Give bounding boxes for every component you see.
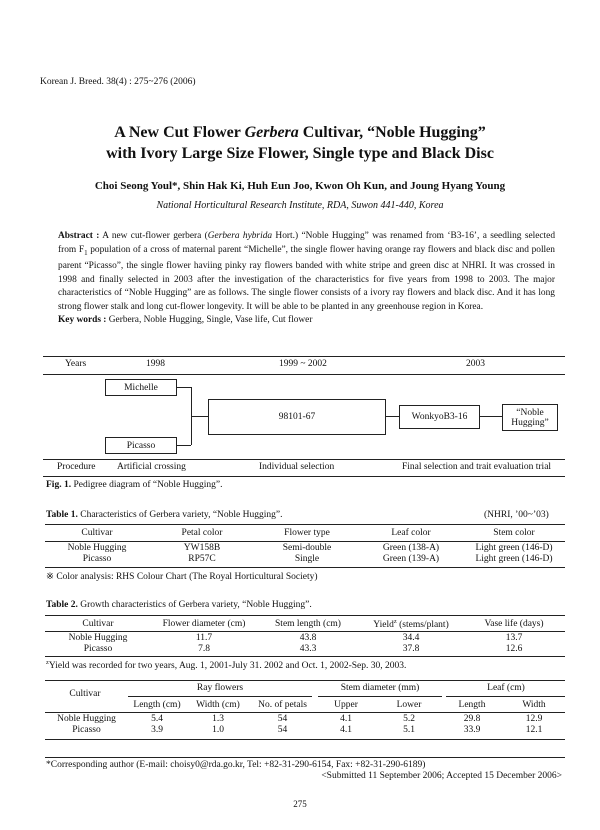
paper-title [0, 122, 600, 164]
table3-header-rule [45, 712, 565, 713]
pedigree-connector [480, 416, 502, 417]
table-cell: Light green (146-D) [475, 554, 553, 564]
table1-top-rule [45, 524, 565, 525]
table-cell: 34.4 [402, 633, 420, 643]
table1-header-row [45, 526, 565, 540]
fig1-proc-crossing: Artificial crossing [117, 462, 186, 472]
table-cell: Semi-double [282, 543, 332, 553]
table-cell: 4.1 [340, 714, 352, 724]
table3-header: Width (cm) [196, 699, 240, 710]
footnote-rule [45, 757, 565, 758]
table-row [45, 644, 565, 655]
table1-header: Flower type [284, 528, 330, 538]
table3-bottom-rule [45, 739, 565, 740]
table3-subheader-row [45, 698, 565, 711]
table2-header: Yield$^z$ (stems/plant) [373, 617, 449, 631]
table3-group-rule [446, 696, 565, 697]
pedigree-connector [191, 416, 208, 417]
table3-group-ray-flowers: Ray flowers [196, 683, 244, 693]
journal-citation: Korean J. Breed. 38(4) : 275~276 (2006) [40, 77, 196, 87]
table-row [45, 725, 565, 736]
table-cell: Picasso [72, 725, 101, 735]
pedigree-node-picasso: Picasso [105, 437, 177, 454]
fig1-bottom-rule [43, 476, 565, 477]
table1-header: Leaf color [391, 528, 431, 538]
table1-source: (NHRI, ’00~’03) [484, 510, 549, 520]
table1-header: Petal color [181, 528, 223, 538]
table1-header-rule [45, 541, 565, 542]
table-cell: Noble Hugging [57, 714, 116, 724]
table2-note: $^z$Yield was recorded for two years, Aug. 1, 2001-July 31. 2002 and Oct. 1, 2002-Sep. 30, 2003. [46, 659, 407, 672]
table2-bottom-rule [45, 656, 565, 657]
table-cell: 37.8 [402, 644, 420, 654]
table-cell: 3.9 [151, 725, 163, 735]
table2-top-rule [45, 615, 565, 616]
table-cell: 54 [277, 714, 288, 724]
abstract-label: Abstract : [58, 231, 100, 241]
title-line-2: with Ivory Large Size Flower, Single type and Black Disc [106, 145, 494, 162]
fig1-years-label: Years [65, 359, 87, 369]
fig1-caption: Fig. 1. Pedigree diagram of “Noble Hugging”. [46, 480, 223, 490]
table-cell: 13.7 [505, 633, 523, 643]
fig1-year-1998: 1998 [146, 359, 165, 369]
table-cell: 12.1 [525, 725, 543, 735]
pedigree-node-michelle: Michelle [105, 379, 177, 396]
table3-cultivar-header: Cultivar [69, 689, 101, 699]
table-cell: 5.2 [403, 714, 415, 724]
fig1-proc-final: Final selection and trait evaluation trial [402, 462, 552, 472]
page-number: 275 [293, 799, 307, 809]
table-cell: 5.1 [403, 725, 415, 735]
table2 [45, 617, 565, 631]
table3-header: Length [458, 699, 486, 710]
table1-body [45, 543, 565, 565]
pedigree-node-line: 98101-67 [208, 399, 386, 435]
table-row [45, 633, 565, 644]
fig1-year-1999-2002: 1999 ~ 2002 [279, 359, 327, 369]
table-row [45, 554, 565, 565]
table3-header: Upper [334, 699, 358, 710]
fig1-procedure-label: Procedure [57, 462, 96, 472]
table-cell: 12.6 [505, 644, 523, 654]
table-cell: 29.8 [463, 714, 481, 724]
table-cell: 1.0 [212, 725, 224, 735]
pedigree-connector [177, 387, 191, 388]
table-cell: 12.9 [525, 714, 543, 724]
table-cell: Picasso [83, 644, 113, 654]
corresponding-author: *Corresponding author (E-mail: choisy0@rda.go.kr, Tel: +82-31-290-6154, Fax: +82-31-290-6189) [46, 760, 426, 770]
table3-header: Lower [396, 699, 422, 710]
pedigree-connector [177, 445, 191, 446]
table2-header-row [45, 617, 565, 631]
table-cell: 43.8 [299, 633, 317, 643]
table-cell: Green (139-A) [382, 554, 440, 564]
table2-header: Stem length (cm) [275, 619, 341, 629]
table3-header: Length (cm) [133, 699, 181, 710]
table-cell: 4.1 [340, 725, 352, 735]
table1-bottom-rule [45, 567, 565, 568]
table-cell: RP57C [188, 554, 216, 564]
title-line-1: A New Cut Flower Gerbera Cultivar, “Noble Hugging” [114, 124, 486, 141]
table3-header: Width [522, 699, 546, 710]
table-cell: 43.3 [299, 644, 317, 654]
pedigree-node-cultivar: “Noble Hugging” [502, 404, 558, 431]
table-cell: Light green (146-D) [475, 543, 553, 553]
affiliation: National Horticultural Research Institute, RDA, Suwon 441-440, Korea [156, 200, 444, 211]
table-cell: 1.3 [212, 714, 224, 724]
fig1-top-rule [43, 356, 565, 357]
title-genus: Gerbera [244, 124, 299, 141]
table-cell: 33.9 [463, 725, 481, 735]
abstract: Abstract : A new cut-flower gerbera (Gerbera hybrida Hort.) “Noble Hugging” was renamed from ‘B3-16’, a seedling selected from $F_1$ population of a cross of maternal parent “Michelle”, the single flower having orange ray flowers and black disc and pollen parent “Picasso”, the single flower haviing pinky ray flowers banded with white stripe and green disc at NHRI. It was crossed in 1998 and finally selected in 2003 after the investigation of the characteristics for five years from 1998 to 2003. The major characteristics of “Noble Hugging” are as follows. The single flower consists of a ivory ray flowers and black disc. And it has long strong flower stalk and long cut-flower longevity. It will be able to be planted in any greenhouse region in Korea. [58, 231, 556, 312]
table-cell: Noble Hugging [67, 543, 127, 553]
table1-note: ※ Color analysis: RHS Colour Chart (The Royal Horticultural Society) [46, 572, 318, 582]
table-cell: 11.7 [195, 633, 213, 643]
table2-header: Vase life (days) [484, 619, 544, 629]
table-cell: 5.4 [151, 714, 163, 724]
table2-header: Flower diameter (cm) [162, 619, 246, 629]
table2-header-rule [45, 631, 565, 632]
table-row [45, 543, 565, 554]
table-cell: Noble Hugging [68, 633, 128, 643]
table3-group-leaf: Leaf (cm) [487, 683, 525, 693]
table-cell: Picasso [82, 554, 112, 564]
table1-header: Stem color [493, 528, 535, 538]
pedigree-connector [386, 416, 399, 417]
table2-header: Cultivar [82, 619, 114, 629]
authors: Choi Seong Youl*, Shin Hak Ki, Huh Eun Joo, Kwon Oh Kun, and Joung Hyang Young [94, 180, 506, 192]
submission-dates: <Submitted 11 September 2006; Accepted 15 December 2006> [321, 771, 562, 781]
keywords: Key words : Gerbera, Noble Hugging, Single, Vase life, Cut flower [58, 315, 313, 325]
fig1-year-2003: 2003 [466, 359, 485, 369]
table1-header: Cultivar [81, 528, 113, 538]
table3-group-stem-diameter: Stem diameter (mm) [340, 683, 420, 693]
table3-body [45, 714, 565, 736]
table1-caption: Table 1. Characteristics of Gerbera variety, “Noble Hugging”. [46, 510, 283, 520]
table-row [45, 714, 565, 725]
fig1-procedure-rule [43, 459, 565, 460]
keywords-label: Key words : [58, 315, 107, 325]
fig1-proc-individual: Individual selection [259, 462, 335, 472]
table3-top-rule [45, 680, 565, 681]
table3-group-rule [318, 696, 442, 697]
table-cell: 7.8 [198, 644, 210, 654]
table3-group-rule [128, 696, 312, 697]
fig1-header-rule [43, 374, 565, 375]
table-cell: Single [294, 554, 320, 564]
table2-caption: Table 2. Growth characteristics of Gerbera variety, “Noble Hugging”. [46, 600, 312, 610]
table-cell: YW158B [183, 543, 221, 553]
table-cell: 54 [277, 725, 288, 735]
table1 [45, 526, 565, 540]
table3-header: No. of petals [258, 699, 307, 710]
table-cell: Green (138-A) [382, 543, 440, 553]
table2-body [45, 633, 565, 655]
table3-subheader [45, 698, 565, 711]
pedigree-node-selection: WonkyoB3-16 [399, 405, 480, 429]
